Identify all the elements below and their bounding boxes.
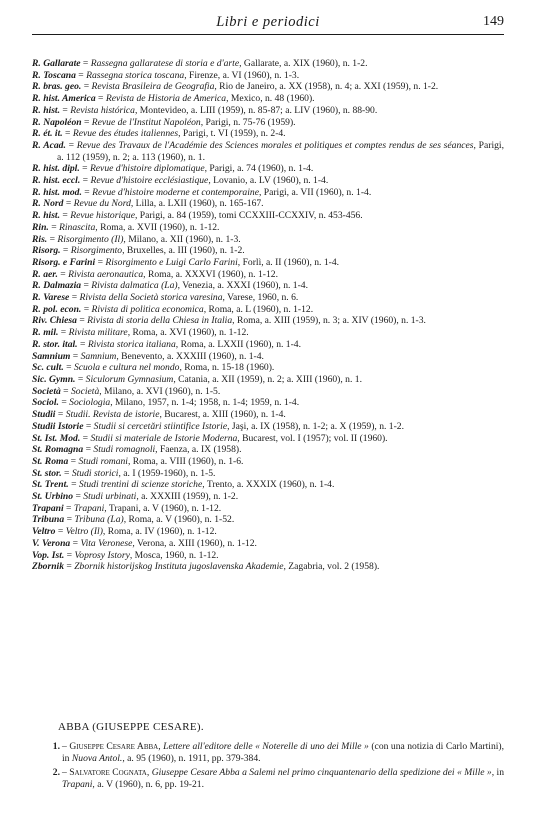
- abbreviation: R. pol. econ.: [32, 303, 82, 315]
- reference-entry: 1. – Giuseppe Cesare Abba, Lettere all'editore delle « Noterelle di uno dei Mille » (con una notizia di Carlo Martini), in Nuova Antol., a. 95 (1960), n. 1911, pp. 379-384.: [32, 741, 504, 764]
- periodical-details: , Parigi, a. 74 (1960), n. 1-4.: [204, 163, 314, 175]
- periodical-title: Studi romani: [78, 455, 128, 467]
- abbreviation-entry: R. Gallarate = Rassegna gallaratese di storia e d'arte, Gallarate, a. XIX (1960), n. 1-2.: [32, 58, 368, 69]
- reference-details: , in: [491, 767, 505, 779]
- periodical-title: Revue d'histoire diplomatique: [89, 163, 205, 175]
- periodical-title: Revue du Nord: [73, 198, 131, 210]
- periodical-title: Rivista militare: [68, 327, 128, 339]
- periodical-details: , Bruxelles, a. III (1960), n. 1-2.: [122, 245, 245, 257]
- periodical-details: , Parigi, a. 112 (1959), n. 2; a. 113 (1960), n. 1.: [57, 139, 504, 163]
- periodical-details: , Roma, a. LXXII (1960), n. 1-4.: [175, 338, 301, 350]
- periodical-title: Studii si cercetări stiintifice Istorie: [93, 420, 228, 432]
- abbreviation-entry: Studii Istorie = Studii si cercetări stiintifice Istorie, Jaşi, a. IX (1958), n. 1-2; a. X (1959), n. 1-2.: [32, 420, 404, 432]
- periodical-title: Studii si materiale de Istorie Moderna: [90, 432, 238, 444]
- abbreviation-entry: Riv. Chiesa = Rivista di storia della Chiesa in Italia, Roma, a. XIII (1959), n. 3; a. XIV (1960), n. 1-3.: [32, 315, 426, 327]
- periodical-title: Rivista aeronautica: [68, 268, 144, 280]
- abbreviation: Zbornik: [32, 561, 64, 573]
- abbreviation: St. Ist. Mod.: [32, 432, 81, 444]
- abbreviation-entry: St. Urbino = Studi urbinati, a. XXXIII (1959), n. 1-2.: [32, 491, 239, 503]
- abbreviation: Riv. Chiesa: [32, 315, 77, 327]
- periodical-details: , Venezia, a. XXXI (1960), n. 1-4.: [177, 280, 308, 292]
- reference-journal: Trapani: [62, 779, 93, 791]
- reference-author: Salvatore Cognata: [69, 767, 147, 779]
- periodical-details: , Parigi, n. 75-76 (1959).: [200, 116, 296, 128]
- periodical-details: , Roma, a. IV (1960), n. 1-12.: [102, 526, 217, 538]
- periodical-details: , Mosca, 1960, n. 1-12.: [129, 549, 219, 561]
- abbreviation: Samnium: [32, 350, 71, 362]
- abbreviation-entry: Sociol. = Sociologia, Milano, 1957, n. 1-4; 1958, n. 1-4; 1959, n. 1-4.: [32, 397, 300, 409]
- periodical-details: , Lilla, a. LXII (1960), n. 165-167.: [130, 198, 264, 210]
- abbreviation-entry: R. stor. ital. = Rivista storica italiana, Roma, a. LXXII (1960), n. 1-4.: [32, 338, 301, 350]
- periodical-details: , Catania, a. XII (1959), n. 2; a. XIII (1960), n. 1.: [173, 373, 362, 385]
- periodical-details: , Roma, a. VIII (1960), n. 1-6.: [127, 455, 244, 467]
- periodical-details: , Trapani, a. V (1960), n. 1-12.: [104, 502, 222, 514]
- periodical-details: , Faenza, a. IX (1958).: [155, 444, 242, 456]
- abbreviation: Vop. Ist.: [32, 549, 65, 561]
- reference-number: 1.: [52, 741, 60, 752]
- abbreviation: R. hist. mod.: [32, 186, 82, 198]
- abbreviation-entry: Ris. = Risorgimento (Il), Milano, a. XII (1960), n. 1-3.: [32, 233, 241, 245]
- abbreviation: Sic. Gymn.: [32, 373, 76, 385]
- periodical-details: , Roma, a. L (1960), n. 1-12.: [203, 303, 314, 315]
- abbreviation-entry: R. Dalmazia = Rivista dalmatica (La), Venezia, a. XXXI (1960), n. 1-4.: [32, 280, 308, 292]
- abbreviation-entry: Zbornik = Zbornik historijskog Instituta jugoslavenska Akademie, Zagabria, vol. 2 (1958).: [32, 561, 380, 573]
- periodical-title: Studi romagnoli: [93, 444, 156, 456]
- abbreviation: R. Gallarate: [32, 58, 81, 69]
- periodical-title: Studi urbinati: [83, 491, 137, 503]
- periodical-details: , Parigi, a. 84 (1959), tomi CCXXIII-CCXXIV, n. 453-456.: [134, 210, 363, 222]
- abbreviation: R. Toscana: [32, 69, 76, 81]
- periodical-details: , Lovanio, a. LV (1960), n. 1-4.: [208, 175, 329, 187]
- abbreviation: St. Urbino: [32, 491, 74, 503]
- abbreviation-entry: Risorg. e Farini = Risorgimento e Luigi Carlo Farini, Forlì, a. II (1960), n. 1-4.: [32, 256, 340, 268]
- abbreviation-entry: R. pol. econ. = Rivista di politica economica, Roma, a. L (1960), n. 1-12.: [32, 303, 314, 315]
- periodical-details: , Benevento, a. XXXIII (1960), n. 1-4.: [116, 350, 264, 362]
- page-number: 149: [483, 14, 504, 29]
- reference-title: Lettere all'editore delle « Noterelle di uno dei Mille »: [163, 741, 369, 752]
- reference-journal: Nuova Antol.: [71, 752, 123, 764]
- periodical-title: Revue d'histoire moderne et contemporaine: [92, 186, 259, 198]
- periodical-title: Rivista di politica economica: [91, 303, 204, 315]
- abbreviation: R. stor. ital.: [32, 338, 78, 350]
- periodical-title: Revista de Historia de America: [105, 93, 227, 105]
- abbreviation: Veltro: [32, 526, 56, 538]
- periodical-details: , a. XXXIII (1959), n. 1-2.: [136, 491, 239, 503]
- abbreviation-entry: St. Ist. Mod. = Studii si materiale de Istorie Moderna, Bucarest, vol. I (1957); vol. II (1960).: [32, 432, 388, 444]
- abbreviation-entry: Trapani = Trapani, Trapani, a. V (1960), n. 1-12.: [32, 502, 222, 514]
- periodical-title: Voprosy Istory: [74, 549, 130, 561]
- abbreviation-entry: R. Varese = Rivista della Società storica varesina, Varese, 1960, n. 6.: [32, 292, 299, 304]
- abbreviation-entry: St. Trent. = Studi trentini di scienze storiche, Trento, a. XXXIX (1960), n. 1-4.: [32, 479, 335, 491]
- reference-details: (con una notizia di Carlo Martini), in: [62, 741, 505, 764]
- abbreviation-entry: R. mil. = Rivista militare, Roma, a. XVI (1960), n. 1-12.: [32, 327, 249, 339]
- periodical-details: , Forlì, a. II (1960), n. 1-4.: [237, 256, 340, 268]
- periodical-details: , Mexico, n. 48 (1960).: [226, 93, 315, 105]
- periodical-details: , Montevideo, a. LIII (1959), n. 85-87; a. LIV (1960), n. 88-90.: [134, 104, 378, 116]
- abbreviation: R. hist.: [32, 104, 60, 116]
- abbreviation: R. Napoléon: [32, 116, 82, 128]
- running-title: Libri e periodici: [216, 14, 320, 30]
- periodical-details: , Roma, a. XXXVI (1960), n. 1-12.: [143, 268, 278, 280]
- abbreviation-entry: St. Roma = Studi romani, Roma, a. VIII (1960), n. 1-6.: [32, 455, 244, 467]
- abbreviation: R. hist.: [32, 210, 60, 222]
- abbreviation-entry: Vop. Ist. = Voprosy Istory, Mosca, 1960, n. 1-12.: [32, 549, 219, 561]
- abbreviation-entry: Veltro = Veltro (Il), Roma, a. IV (1960), n. 1-12.: [32, 526, 217, 538]
- abbreviation-entry: Samnium = Samnium, Benevento, a. XXXIII (1960), n. 1-4.: [32, 350, 264, 362]
- abbreviation-entry: R. hist. eccl. = Revue d'histoire ecclésiastique, Lovanio, a. LV (1960), n. 1-4.: [32, 175, 329, 187]
- abbreviation-entry: R. hist. = Revista histórica, Montevideo, a. LIII (1959), n. 85-87; a. LIV (1960), n. 88-90.: [32, 104, 378, 116]
- abbreviation-entry: R. Acad. = Revue des Travaux de l'Académie des Sciences morales et politiques et comptes rendus de ses séances, Parigi, a. 112 (1959), n. 2; a. 113 (1960), n. 1.: [32, 139, 504, 163]
- abbreviation: R. ét. it.: [32, 128, 63, 140]
- abbreviation: St. Trent.: [32, 479, 69, 491]
- abbreviation-entry: Rin. = Rinascita, Roma, a. XVII (1960), n. 1-12.: [32, 221, 220, 233]
- abbreviation-entry: St. Romagna = Studi romagnoli, Faenza, a. IX (1958).: [32, 444, 242, 456]
- abbreviation: R. Dalmazia: [32, 280, 82, 292]
- abbreviation-entry: R. Nord = Revue du Nord, Lilla, a. LXII (1960), n. 165-167.: [32, 198, 264, 210]
- abbreviation-entry: St. stor. = Studi storici, a. I (1959-1960), n. 1-5.: [32, 467, 216, 479]
- abbreviation-entry: R. Napoléon = Revue de l'Institut Napoléon, Parigi, n. 75-76 (1959).: [32, 116, 296, 128]
- periodical-details: , Roma, a. XIII (1959), n. 3; a. XIV (1960), n. 1-3.: [232, 315, 426, 327]
- abbreviation: Trapani: [32, 502, 64, 514]
- periodical-title: Samnium: [80, 350, 117, 362]
- abbreviation: V. Verona: [32, 537, 71, 549]
- reference-author: Giuseppe Cesare Abba: [69, 741, 159, 752]
- abbreviation-entry: Società = Società, Milano, a. XVI (1960), n. 1-5.: [32, 385, 221, 397]
- periodical-details: , Verona, a. XIII (1960), n. 1-12.: [132, 537, 257, 549]
- periodical-title: Studi storici: [71, 467, 119, 479]
- reference-number: 2.: [52, 767, 60, 779]
- abbreviation-entry: Tribuna = Tribuna (La), Roma, a. V (1960), n. 1-52.: [32, 514, 235, 526]
- abbreviation-list: [32, 58, 504, 573]
- abbreviation: Sc. cult.: [32, 362, 64, 374]
- abbreviation: Risorg. e Farini: [32, 256, 96, 268]
- periodical-title: Rivista dalmatica (La): [91, 280, 178, 292]
- abbreviation-entry: R. ét. it. = Revue des études italiennes, Parigi, t. VI (1959), n. 2-4.: [32, 128, 286, 140]
- abbreviation-entry: Studii = Studii. Revista de istorie, Bucarest, a. XIII (1960), n. 1-4.: [32, 409, 286, 421]
- periodical-details: , a. I (1959-1960), n. 1-5.: [118, 467, 216, 479]
- abbreviation: St. stor.: [32, 467, 62, 479]
- abbreviation-entry: R. hist. mod. = Revue d'histoire moderne et contemporaine, Parigi, a. VII (1960), n. 1-4.: [32, 186, 372, 198]
- periodical-details: , Bucarest, vol. I (1957); vol. II (1960).: [237, 432, 388, 444]
- periodical-title: Trapani: [73, 502, 105, 514]
- abbreviation: Ris.: [32, 233, 48, 245]
- periodical-details: , Bucarest, a. XIII (1960), n. 1-4.: [159, 409, 286, 421]
- abbreviation: R. hist. eccl.: [32, 175, 81, 187]
- periodical-title: Revista Brasileira de Geografia: [91, 81, 215, 93]
- periodical-title: Zbornik historijskog Instituta jugoslavenska Akademie: [74, 561, 284, 573]
- periodical-title: Veltro (Il): [65, 526, 103, 538]
- periodical-title: Revue de l'Institut Napoléon: [91, 116, 201, 128]
- reference-tail: , a. 95 (1960), n. 1911, pp. 379-384.: [122, 752, 261, 764]
- reference-tail: , a. V (1960), n. 6, pp. 19-21.: [92, 779, 204, 791]
- periodical-title: Risorgimento (Il): [57, 233, 124, 245]
- periodical-title: Rassegna gallaratese di storia e d'arte: [90, 58, 240, 69]
- periodical-title: Tribuna (La): [74, 514, 124, 526]
- periodical-details: , Rio de Janeiro, a. XX (1958), n. 4; a. XXI (1959), n. 1-2.: [214, 81, 439, 93]
- abbreviation: R. mil.: [32, 327, 59, 339]
- abbreviation: Studii Istorie: [32, 420, 84, 432]
- abbreviation: Sociol.: [32, 397, 59, 409]
- abbreviation-entry: R. Toscana = Rassegna storica toscana, Firenze, a. VI (1960), n. 1-3.: [32, 69, 300, 81]
- periodical-details: , Parigi, a. VII (1960), n. 1-4.: [258, 186, 372, 198]
- abbreviation: Studii: [32, 409, 56, 421]
- abbreviation: R. Nord: [32, 198, 64, 210]
- periodical-details: , Trento, a. XXXIX (1960), n. 1-4.: [202, 479, 335, 491]
- periodical-details: , Milano, a. XII (1960), n. 1-3.: [123, 233, 241, 245]
- periodical-title: Revue des études italiennes: [72, 128, 179, 140]
- periodical-title: Rivista storica italiana: [87, 338, 176, 350]
- abbreviation: Risorg.: [32, 245, 61, 257]
- abbreviation: R. hist. dipl.: [32, 163, 80, 175]
- periodical-details: , Gallarate, a. XIX (1960), n. 1-2.: [239, 58, 368, 69]
- periodical-title: Revue historique: [70, 210, 135, 222]
- abbreviation: St. Romagna: [32, 444, 84, 456]
- abbreviation-entry: V. Verona = Vita Veronese, Verona, a. XIII (1960), n. 1-12.: [32, 537, 257, 549]
- periodical-title: Risorgimento e Luigi Carlo Farini: [105, 256, 238, 268]
- periodical-title: Società: [71, 385, 100, 397]
- abbreviation: St. Roma: [32, 455, 69, 467]
- page-header: [32, 14, 504, 35]
- abbreviation: R. Varese: [32, 292, 70, 304]
- periodical-title: Rinascita: [59, 221, 96, 233]
- periodical-details: , Roma, n. 15-18 (1960).: [179, 362, 275, 374]
- abbreviation-entry: Sc. cult. = Scuola e cultura nel mondo, Roma, n. 15-18 (1960).: [32, 362, 275, 374]
- abbreviation-entry: R. hist. = Revue historique, Parigi, a. 84 (1959), tomi CCXXIII-CCXXIV, n. 453-456.: [32, 210, 363, 222]
- abbreviation-entry: Risorg. = Risorgimento, Bruxelles, a. III (1960), n. 1-2.: [32, 245, 245, 257]
- periodical-details: , Zagabria, vol. 2 (1958).: [283, 561, 380, 573]
- abbreviation: R. aer.: [32, 268, 58, 280]
- section-heading: ABBA (GIUSEPPE CESARE).: [58, 721, 204, 733]
- periodical-title: Revue des Travaux de l'Académie des Sciences morales et politiques et comptes rendus de ses séances: [76, 139, 474, 151]
- reference-list: [32, 741, 504, 794]
- periodical-title: Rivista della Società storica varesina: [79, 292, 223, 304]
- periodical-details: , Jaşi, a. IX (1958), n. 1-2; a. X (1959), n. 1-2.: [227, 420, 404, 432]
- abbreviation: Rin.: [32, 221, 49, 233]
- periodical-title: Siculorum Gymnasium: [85, 373, 174, 385]
- abbreviation-entry: R. hist. America = Revista de Historia de America, Mexico, n. 48 (1960).: [32, 93, 315, 105]
- periodical-title: Scuola e cultura nel mondo: [73, 362, 180, 374]
- periodical-title: Studii. Revista de istorie: [65, 409, 160, 421]
- periodical-details: , Varese, 1960, n. 6.: [222, 292, 299, 304]
- reference-entry: 2. – Salvatore Cognata, Giuseppe Cesare Abba a Salemi nel primo cinquantenario della spedizione dei « Mille », in Trapani, a. V (1960), n. 6, pp. 19-21.: [32, 767, 504, 790]
- periodical-details: , Parigi, t. VI (1959), n. 2-4.: [178, 128, 286, 140]
- periodical-title: Revista histórica: [70, 104, 135, 116]
- periodical-title: Rivista di storia della Chiesa in Italia: [87, 315, 233, 327]
- abbreviation: R. bras. geo.: [32, 81, 82, 93]
- periodical-details: , Roma, a. XVII (1960), n. 1-12.: [95, 221, 220, 233]
- periodical-details: , Milano, 1957, n. 1-4; 1958, n. 1-4; 1959, n. 1-4.: [110, 397, 300, 409]
- periodical-details: , Milano, a. XVI (1960), n. 1-5.: [99, 385, 221, 397]
- periodical-details: , Firenze, a. VI (1960), n. 1-3.: [184, 69, 300, 81]
- periodical-title: Revue d'histoire ecclésiastique: [90, 175, 209, 187]
- periodical-details: , Roma, a. XVI (1960), n. 1-12.: [127, 327, 249, 339]
- reference-title: Giuseppe Cesare Abba a Salemi nel primo cinquantenario della spedizione dei « Mille »: [151, 767, 492, 779]
- periodical-details: , Roma, a. V (1960), n. 1-52.: [123, 514, 235, 526]
- abbreviation: R. Acad.: [32, 139, 66, 151]
- abbreviation-entry: R. hist. dipl. = Revue d'histoire diplomatique, Parigi, a. 74 (1960), n. 1-4.: [32, 163, 314, 175]
- periodical-title: Risorgimento: [70, 245, 123, 257]
- periodical-title: Vita Veronese: [80, 537, 133, 549]
- abbreviation: Società: [32, 385, 61, 397]
- periodical-title: Sociologia: [69, 397, 111, 409]
- abbreviation-entry: Sic. Gymn. = Siculorum Gymnasium, Catania, a. XII (1959), n. 2; a. XIII (1960), n. 1.: [32, 373, 362, 385]
- abbreviation: Tribuna: [32, 514, 65, 526]
- abbreviation-entry: R. aer. = Rivista aeronautica, Roma, a. XXXVI (1960), n. 1-12.: [32, 268, 278, 280]
- periodical-title: Studi trentini di scienze storiche: [78, 479, 203, 491]
- periodical-title: Rassegna storica toscana: [86, 69, 185, 81]
- abbreviation-entry: R. bras. geo. = Revista Brasileira de Geografia, Rio de Janeiro, a. XX (1958), n. 4; a. XXI (1959), n. 1-2.: [32, 81, 439, 93]
- abbreviation: R. hist. America: [32, 93, 96, 105]
